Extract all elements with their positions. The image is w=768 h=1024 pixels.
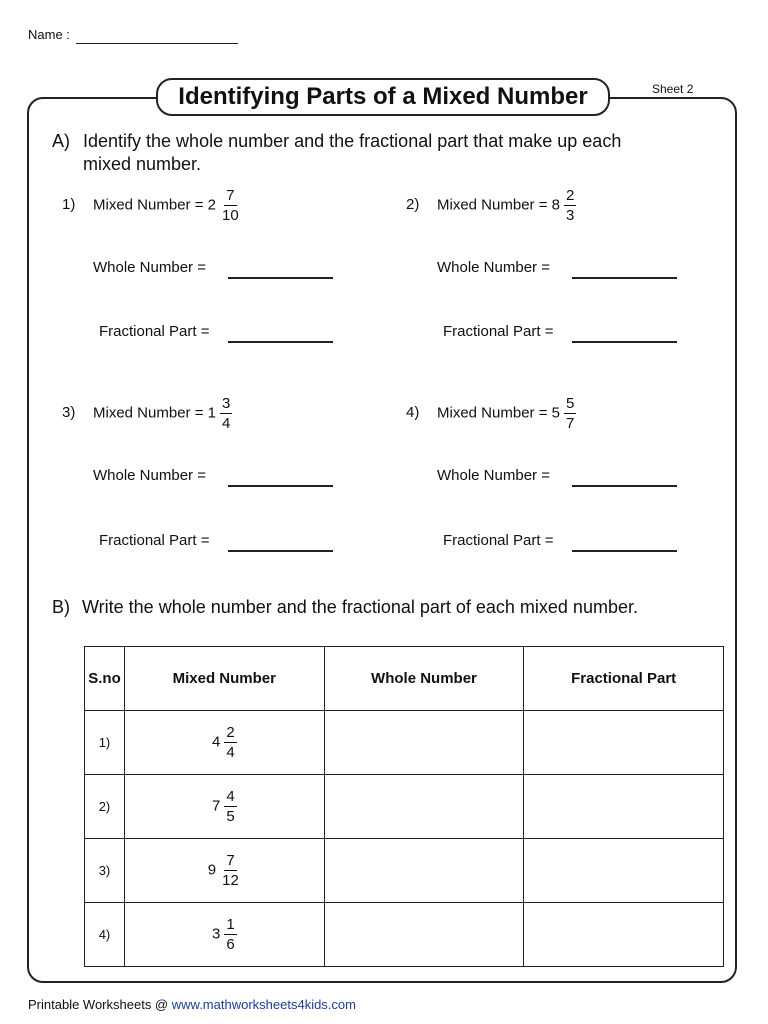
footer-prefix: Printable Worksheets @	[28, 997, 169, 1012]
fractional-part-answer-blank[interactable]	[228, 341, 333, 343]
problem-4	[406, 395, 576, 432]
whole-number-answer-cell[interactable]	[324, 903, 524, 967]
problem-index: 3)	[62, 404, 76, 422]
whole-number-answer-blank[interactable]	[228, 485, 333, 487]
section-a-instruction-line1: Identify the whole number and the fractional part that make up each	[83, 131, 622, 151]
mixed-whole: 9	[207, 861, 217, 879]
mixed-number-cell	[124, 839, 324, 903]
fractional-part-answer-cell[interactable]	[524, 903, 724, 967]
mixed-whole: 2	[207, 196, 216, 214]
problem-1	[62, 187, 241, 224]
footer	[28, 997, 356, 1012]
mixed-fraction	[220, 852, 241, 889]
fractional-part-answer-cell[interactable]	[524, 775, 724, 839]
numerator: 2	[565, 187, 575, 204]
mixed-fraction	[564, 395, 576, 432]
denominator: 5	[226, 808, 235, 825]
denominator: 4	[221, 415, 231, 432]
name-label: Name :	[28, 27, 70, 42]
section-b-instruction-text: Write the whole number and the fractional part of each mixed number.	[82, 597, 638, 617]
numerator: 3	[221, 395, 231, 412]
mixed-whole: 1	[207, 404, 216, 422]
whole-number-label: Whole Number =	[437, 259, 550, 276]
section-a-instruction-line2: mixed number.	[83, 154, 202, 174]
section-a-letter: A)	[52, 131, 70, 151]
mixed-fraction	[224, 916, 236, 953]
footer-link[interactable]: www.mathworksheets4kids.com	[171, 997, 356, 1012]
problem-2	[406, 187, 576, 224]
problem-3	[62, 395, 232, 432]
table-row	[85, 711, 724, 775]
fractional-part-label: Fractional Part =	[99, 532, 210, 549]
section-a-instruction	[52, 130, 621, 176]
row-index: 4)	[85, 903, 125, 967]
whole-number-label: Whole Number =	[93, 467, 206, 484]
mixed-number-cell	[124, 711, 324, 775]
denominator: 3	[565, 207, 575, 224]
denominator: 10	[221, 207, 239, 224]
problem-index: 2)	[406, 196, 420, 214]
column-header-sno: S.no	[85, 647, 125, 711]
mixed-whole: 7	[211, 797, 221, 815]
mixed-whole: 4	[211, 733, 221, 751]
whole-number-answer-cell[interactable]	[324, 839, 524, 903]
fractional-part-label: Fractional Part =	[443, 532, 554, 549]
mixed-number-label: Mixed Number =	[437, 196, 548, 214]
column-header-fractional-part: Fractional Part	[524, 647, 724, 711]
fractional-part-label: Fractional Part =	[443, 323, 554, 340]
mixed-fraction	[220, 395, 232, 432]
whole-number-label: Whole Number =	[93, 259, 206, 276]
whole-number-answer-blank[interactable]	[228, 277, 333, 279]
mixed-fraction	[224, 788, 236, 825]
mixed-number-cell	[124, 903, 324, 967]
sheet-label: Sheet 2	[652, 82, 694, 96]
mixed-fraction	[564, 187, 576, 224]
name-blank-line[interactable]	[76, 43, 238, 44]
answer-table	[84, 646, 724, 967]
mixed-whole: 5	[551, 404, 560, 422]
section-b-letter: B)	[52, 597, 70, 617]
denominator: 4	[226, 744, 235, 761]
fractional-part-answer-cell[interactable]	[524, 839, 724, 903]
mixed-number-label: Mixed Number =	[93, 196, 204, 214]
whole-number-answer-cell[interactable]	[324, 711, 524, 775]
denominator: 7	[565, 415, 575, 432]
denominator: 12	[222, 872, 239, 889]
row-index: 2)	[85, 775, 125, 839]
mixed-fraction	[224, 724, 236, 761]
mixed-whole: 3	[211, 925, 221, 943]
mixed-fraction	[220, 187, 241, 224]
problem-index: 1)	[62, 196, 76, 214]
problem-index: 4)	[406, 404, 420, 422]
table-row	[85, 839, 724, 903]
denominator: 6	[226, 936, 235, 953]
whole-number-answer-blank[interactable]	[572, 277, 677, 279]
numerator: 7	[226, 852, 235, 869]
fractional-part-answer-blank[interactable]	[572, 341, 677, 343]
worksheet-title: Identifying Parts of a Mixed Number	[156, 78, 610, 116]
fractional-part-answer-blank[interactable]	[572, 550, 677, 552]
fractional-part-label: Fractional Part =	[99, 323, 210, 340]
fractional-part-answer-cell[interactable]	[524, 711, 724, 775]
numerator: 5	[565, 395, 575, 412]
numerator: 7	[226, 187, 235, 204]
whole-number-answer-blank[interactable]	[572, 485, 677, 487]
row-index: 3)	[85, 839, 125, 903]
mixed-whole: 8	[551, 196, 560, 214]
table-row	[85, 775, 724, 839]
mixed-number-cell	[124, 775, 324, 839]
numerator: 1	[226, 916, 235, 933]
fractional-part-answer-blank[interactable]	[228, 550, 333, 552]
column-header-mixed-number: Mixed Number	[124, 647, 324, 711]
numerator: 4	[226, 788, 235, 805]
whole-number-answer-cell[interactable]	[324, 775, 524, 839]
whole-number-label: Whole Number =	[437, 467, 550, 484]
table-header-row	[85, 647, 724, 711]
section-b-instruction	[52, 597, 638, 618]
mixed-number-label: Mixed Number =	[93, 404, 204, 422]
row-index: 1)	[85, 711, 125, 775]
column-header-whole-number: Whole Number	[324, 647, 524, 711]
numerator: 2	[226, 724, 235, 741]
mixed-number-label: Mixed Number =	[437, 404, 548, 422]
table-row	[85, 903, 724, 967]
